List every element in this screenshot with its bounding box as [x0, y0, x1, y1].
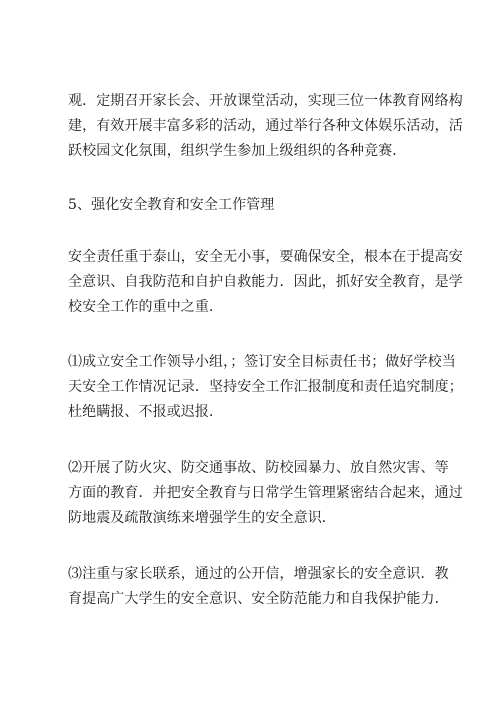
section-heading-safety	[68, 193, 438, 218]
text-line: 观．定期召开家长会、开放课堂活动，实现三位一体教育网络构	[68, 93, 463, 109]
text-line: 全意识、自我防范和自护自救能力．因此，抓好安全教育，是学	[68, 274, 463, 290]
text-line: ⑶注重与家长联系，通过的公开信，增强家长的安全意识．教	[68, 566, 449, 582]
text-line: 方面的教育．并把安全教育与日常学生管理紧密结合起来，通过	[68, 485, 463, 501]
text-line: 跃校园文化氛围，组织学生参加上级组织的各种竞赛．	[68, 143, 407, 159]
text-line: 杜绝瞒报、不报或迟报．	[68, 404, 224, 420]
paragraph-safety-responsibility	[68, 245, 463, 320]
text-line: 防地震及疏散演练来增强学生的安全意识．	[68, 510, 336, 526]
text-line: 校安全工作的重中之重．	[68, 299, 224, 315]
text-line: ⑴成立安全工作领导小组，；签订安全目标责任书；做好学校当	[68, 354, 456, 370]
heading-line: 5、强化安全教育和安全工作管理	[68, 197, 275, 213]
text-line: ⑵开展了防火灾、防交通事故、防校园暴力、放自然灾害、等	[68, 460, 449, 476]
paragraph-item-2	[68, 456, 463, 531]
paragraph-parent-activities	[68, 89, 463, 164]
text-line: 安全责任重于泰山，安全无小事，要确保安全，根本在于提高安	[68, 249, 463, 265]
text-line: 建，有效开展丰富多彩的活动，通过举行各种文体娱乐活动，活	[68, 118, 463, 134]
paragraph-item-1	[68, 350, 463, 425]
text-line: 天安全工作情况记录．坚持安全工作汇报制度和责任追究制度；	[68, 379, 463, 395]
paragraph-item-3	[68, 562, 449, 612]
text-line: 育提高广大学生的安全意识、安全防范能力和自我保护能力．	[68, 591, 449, 607]
